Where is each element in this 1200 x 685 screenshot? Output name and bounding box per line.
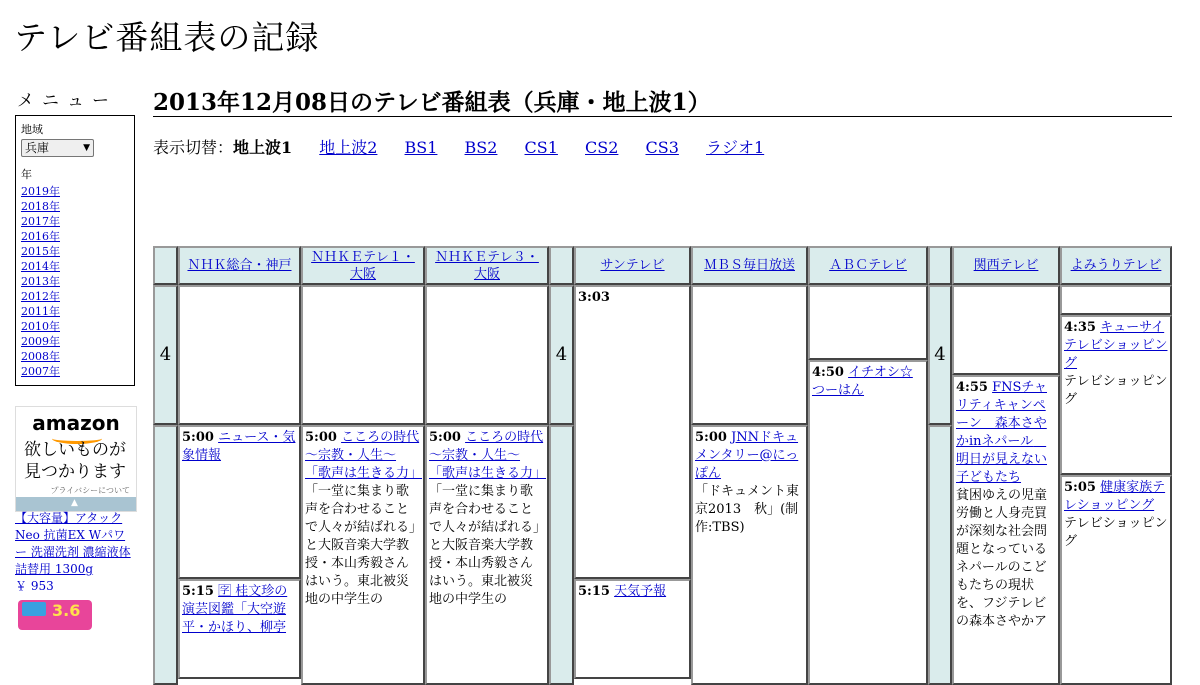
year-link[interactable]: 2013年 [21, 275, 60, 288]
program-description: テレビショッピング [1064, 374, 1168, 407]
hour-label: 4 [549, 285, 574, 425]
program-cell [574, 579, 691, 679]
program-cell [691, 425, 808, 685]
channel-header [301, 246, 425, 285]
program-cell-empty [1060, 285, 1172, 315]
program-title-link[interactable]: JNNドキュメンタリー@にっぽん [695, 430, 799, 481]
channel-link-ktv[interactable]: 関西テレビ [973, 258, 1039, 273]
page-title: 2013年12月08日のテレビ番組表（兵庫・地上波1） [153, 84, 1172, 117]
switcher-link-radio1[interactable]: ラジオ1 [705, 138, 765, 157]
sidebar [15, 86, 135, 386]
program-cell-empty [691, 285, 808, 425]
program-cell [574, 285, 691, 579]
region-select-value: 兵庫 [25, 141, 50, 155]
ad-product-image[interactable] [18, 600, 92, 630]
program-time: 5:15 [578, 584, 610, 599]
program-time: 5:15 [182, 584, 214, 599]
header-corner [153, 246, 178, 285]
program-cell-empty [808, 285, 928, 360]
program-cell [808, 360, 928, 685]
program-time: 5:00 [695, 430, 727, 445]
hour-label: 4 [928, 285, 952, 425]
program-title-link[interactable]: キューサイテレビショッピング [1064, 320, 1168, 371]
product-package-icon [22, 602, 46, 616]
program-cell [178, 425, 301, 579]
channel-link-mbs[interactable]: ＭＢＳ毎日放送 [703, 258, 795, 273]
program-time: 5:05 [1064, 480, 1096, 495]
ad-product-link[interactable]: 【大容量】アタック Neo 抗菌EX Wパワー 洗濯洗剤 濃縮液体 詰替用 1300g [15, 511, 131, 576]
program-time: 4:55 [956, 380, 988, 395]
year-link[interactable]: 2017年 [21, 215, 60, 228]
amazon-ad-banner[interactable] [15, 406, 137, 512]
switcher-current: 地上波1 [233, 138, 293, 157]
channel-header [1060, 246, 1172, 285]
year-link[interactable]: 2012年 [21, 290, 60, 303]
region-label: 地域 [21, 123, 43, 136]
hour-label-next [153, 425, 178, 685]
year-link[interactable]: 2014年 [21, 260, 60, 273]
ad-price: ￥ 953 [15, 579, 54, 593]
channel-link-nhk-sogo[interactable]: ＮＨＫ総合・神戸 [187, 258, 292, 273]
hour-label-next [928, 425, 952, 685]
channel-header [952, 246, 1060, 285]
channel-header [808, 246, 928, 285]
program-title-link[interactable]: こころの時代～宗教・人生～「歌声は生きる力」 [305, 430, 423, 481]
switcher-link-cs3[interactable]: CS3 [645, 138, 679, 157]
program-title-link[interactable]: こころの時代～宗教・人生～「歌声は生きる力」 [429, 430, 547, 481]
switcher-label: 表示切替： [153, 138, 234, 157]
program-cell [1060, 475, 1172, 685]
program-time: 5:00 [305, 430, 337, 445]
hour-label-next [549, 425, 574, 685]
switcher-link-cs1[interactable]: CS1 [524, 138, 558, 157]
program-time: 4:50 [812, 365, 844, 380]
year-link[interactable]: 2015年 [21, 245, 60, 258]
ad-copy: 欲しいものが見つかります [24, 440, 126, 482]
menu-title: メニュー [17, 91, 117, 111]
switcher-link-bs1[interactable]: BS1 [404, 138, 438, 157]
program-title-link[interactable]: ニュース・気象情報 [182, 430, 296, 463]
channel-link-abc[interactable]: ＡＢＣテレビ [829, 258, 907, 273]
switcher-link-bs2[interactable]: BS2 [464, 138, 498, 157]
program-cell-empty [178, 285, 301, 425]
program-cell-empty [301, 285, 425, 425]
year-link[interactable]: 2007年 [21, 365, 60, 378]
switcher-link-chideji2[interactable]: 地上波2 [319, 138, 378, 157]
year-link[interactable]: 2008年 [21, 350, 60, 363]
program-time: 5:00 [429, 430, 461, 445]
main [153, 84, 1172, 158]
year-label: 年 [21, 168, 32, 181]
amazon-logo: amazon [32, 411, 120, 435]
program-time: 5:00 [182, 430, 214, 445]
channel-link-sun[interactable]: サンテレビ [600, 258, 665, 273]
program-cell [301, 425, 425, 685]
hour-label: 4 [153, 285, 178, 425]
program-description: 「一堂に集まり歌声を合わせることで人々が結ばれる」と大阪音楽大学教授・本山秀毅さんはいう。東北被災地の中学生の [305, 484, 416, 607]
triangle-up-icon: ▲ [71, 498, 78, 508]
program-title-link[interactable]: イチオシ☆つーはん [812, 365, 913, 398]
channel-header [574, 246, 691, 285]
channel-link-etele3[interactable]: ＮＨＫＥテレ３・大阪 [435, 249, 539, 282]
program-cell [178, 579, 301, 679]
program-description: テレビショッピング [1064, 516, 1168, 549]
program-title-link[interactable]: 天気予報 [614, 584, 667, 599]
ad-privacy-link[interactable]: プライバシーについて [50, 486, 130, 495]
channel-header [178, 246, 301, 285]
switcher-link-cs2[interactable]: CS2 [585, 138, 619, 157]
year-link[interactable]: 2018年 [21, 200, 60, 213]
program-cell [425, 425, 549, 685]
program-title-link[interactable]: 🈑 桂文珍の演芸図鑑「大空遊平・かほり、柳亭 [182, 584, 288, 635]
year-link[interactable]: 2011年 [21, 305, 60, 318]
program-description: 「一堂に集まり歌声を合わせることで人々が結ばれる」と大阪音楽大学教授・本山秀毅さんはいう。東北被災地の中学生の [429, 484, 540, 607]
year-link[interactable]: 2010年 [21, 320, 60, 333]
program-description: 「ドキュメント東京2013 秋」(制作:TBS) [695, 484, 800, 535]
program-time: 4:35 [1064, 320, 1096, 335]
year-list [21, 184, 129, 379]
program-cell [1060, 315, 1172, 475]
channel-link-ytv[interactable]: よみうりテレビ [1070, 258, 1162, 273]
year-link[interactable]: 2016年 [21, 230, 60, 243]
program-cell-empty [425, 285, 549, 425]
band-switcher [153, 135, 1172, 158]
header-corner [928, 246, 952, 285]
region-select[interactable] [21, 139, 94, 157]
year-link[interactable]: 2019年 [21, 185, 60, 198]
header-corner [549, 246, 574, 285]
program-cell [952, 375, 1060, 685]
channel-header [691, 246, 808, 285]
channel-header [425, 246, 549, 285]
ad-footer [16, 486, 136, 511]
chevron-down-icon: ▼ [83, 143, 90, 153]
program-time: 3:03 [578, 290, 610, 305]
menu-box [15, 115, 135, 386]
channel-link-etele1[interactable]: ＮＨＫＥテレ１・大阪 [311, 249, 415, 282]
site-title: テレビ番組表の記録 [14, 18, 320, 57]
program-title-link[interactable]: 健康家族テレショッピング [1064, 480, 1166, 513]
program-cell-empty [952, 285, 1060, 375]
ad-product [15, 510, 137, 595]
program-grid [153, 246, 1172, 666]
program-title-link[interactable]: FNSチャリティキャンペーン 森本さやかinネパール 明日が見えない子どもたち [956, 380, 1048, 485]
ad-badge: 3.6 [52, 601, 81, 620]
year-link[interactable]: 2009年 [21, 335, 60, 348]
program-description: 貧困ゆえの児童労働と人身売買が深刻な社会問題となっているネパールのこどもたちの現状を、フジテレビの森本さやかア [956, 488, 1048, 629]
